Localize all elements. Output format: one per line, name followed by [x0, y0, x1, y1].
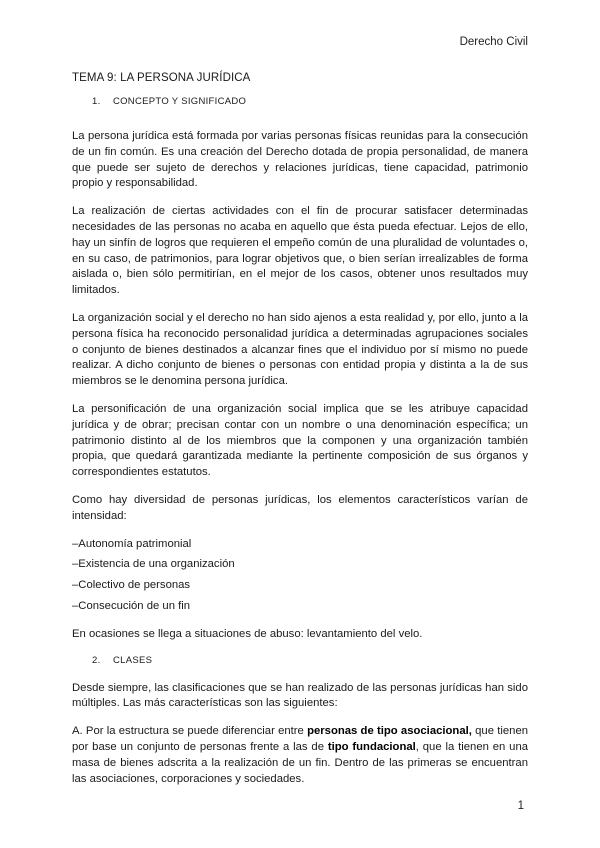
page-header: Derecho Civil: [459, 36, 528, 48]
list-item: –Autonomía patrimonial: [72, 537, 192, 550]
paragraph: Como hay diversidad de personas jurídicas, los elementos característicos varían de intensidad:: [72, 493, 528, 522]
text-run: que tienen por base un conjunto de personas frente a las de: [72, 725, 529, 753]
section-title: CONCEPTO Y SIGNIFICADO: [112, 96, 247, 107]
list-item: –Colectivo de personas: [72, 579, 191, 592]
text-run: A. Por la estructura se puede diferenciar entre: [72, 725, 308, 738]
section-title: CLASES: [112, 654, 153, 666]
paragraph: En ocasiones se llega a situaciones de abuso: levantamiento del velo.: [72, 627, 423, 640]
bold-term: personas de tipo asociacional,: [307, 725, 472, 738]
text-run: , que la tienen en una masa de bienes adscrita a la realización de un fin. Dentro de las primeras se encuentran las asociaciones, corporaciones y sociedades.: [72, 740, 529, 785]
section-heading-2: [92, 655, 528, 666]
list-item: –Consecución de un fin: [72, 599, 191, 612]
document-title: TEMA 9: LA PERSONA JURÍDICA: [72, 72, 251, 84]
characteristics-list: [72, 537, 528, 615]
list-item: –Existencia de una organización: [72, 558, 235, 571]
paragraph: La personificación de una organización social implica que se les atribuye capacidad jurídica y de obrar; precisan contar con un nombre o una denominación específica; un patrimonio distinto al de los miembros que la componen y una organización también propia, que quedará garantizada mediante la pertinente composición de sus órganos y correspondientes estatutos.: [72, 402, 528, 479]
page-content: [72, 72, 528, 799]
section-heading-1: [92, 96, 528, 107]
paragraph: La persona jurídica está formada por varias personas físicas reunidas para la consecución de un fin común. Es una creación del Derecho dotada de propia personalidad, de manera que puede ser sujeto de derechos y relaciones jurídicas, tiene capacidad, patrimonio propio y responsabilidad.: [72, 130, 528, 190]
section-number: 1.: [92, 96, 101, 107]
paragraph: Desde siempre, las clasificaciones que se han realizado de las personas jurídicas han sido múltiples. Las más características son las siguientes:: [72, 681, 528, 710]
paragraph-classification: [72, 724, 528, 787]
page-number: 1: [517, 800, 524, 812]
bold-term: tipo fundacional: [327, 740, 416, 753]
paragraph: La realización de ciertas actividades con el fin de procurar satisfacer determinadas necesidades de las personas no acaba en aquello que ésta pueda efectuar. Lejos de ello, hay un sinfín de logros que requieren el empeño común de una pluralidad de voluntades o, en su caso, de patrimonios, para lograr objetivos que, o bien serían irrealizables de forma aislada o, bien sólo permitirían, en el mejor de los casos, obtener unos resultados muy limitados.: [72, 205, 528, 297]
paragraph: La organización social y el derecho no han sido ajenos a esta realidad y, por ello, junto a la persona física ha reconocido personalidad jurídica a determinadas agrupaciones sociales o conjunto de bienes destinados a alcanzar fines que el individuo por sí mismo no puede realizar. A dicho conjunto de bienes o personas con entidad propia y distinta a la de sus miembros se le denomina persona jurídica.: [72, 311, 528, 388]
section-number: 2.: [92, 654, 101, 666]
